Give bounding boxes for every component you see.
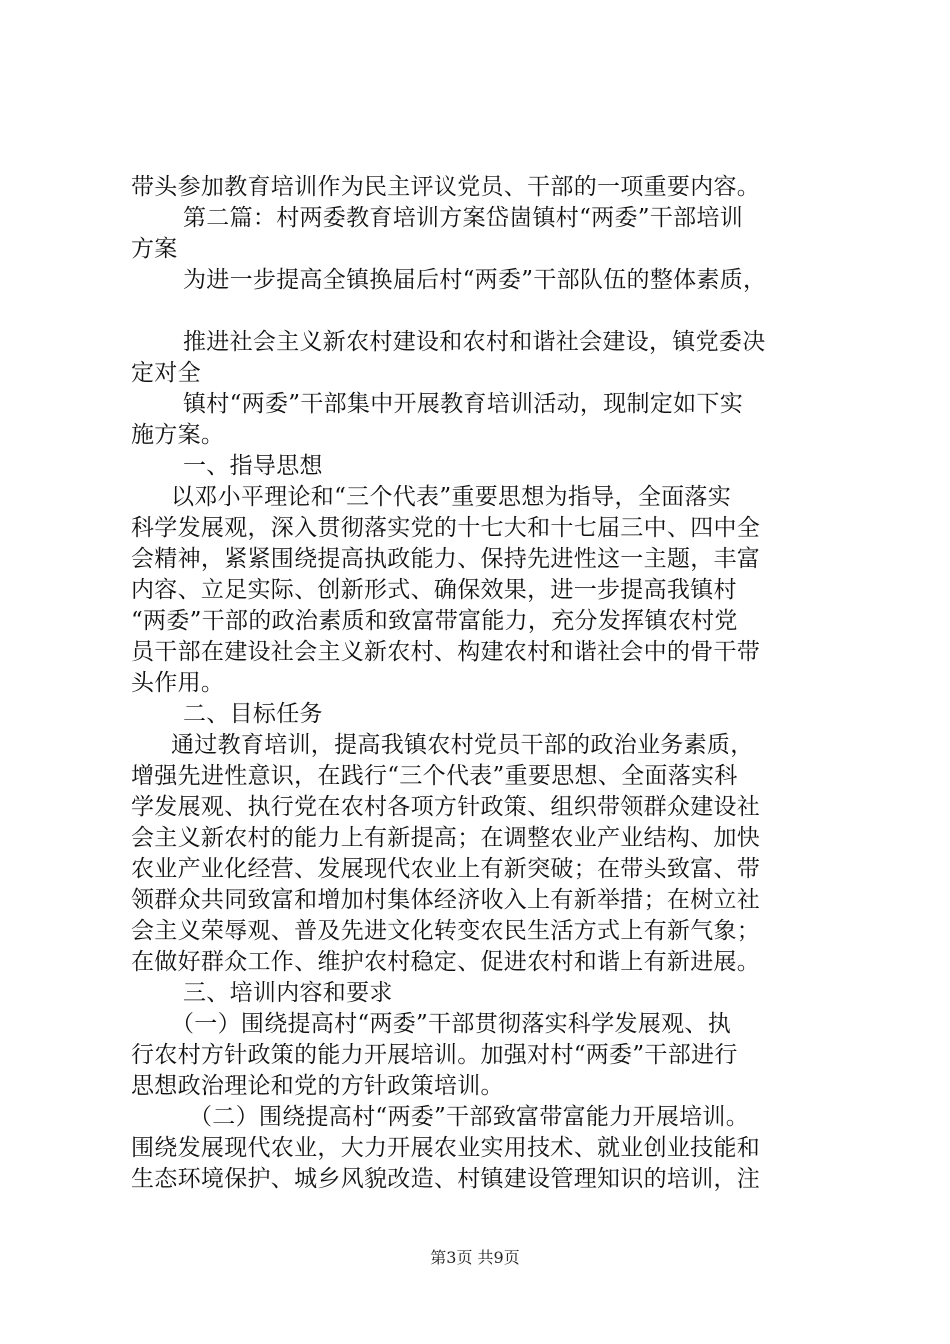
text-line: 方案	[131, 236, 178, 262]
text-line: 为进一步提高全镇换届后村“两委”干部队伍的整体素质，	[183, 267, 767, 293]
text-line: 增强先进性意识，在践行“三个代表”重要思想、全面落实科	[131, 763, 738, 789]
text-line: （一）围绕提高村“两委”干部贯彻落实科学发展观、执	[171, 1011, 732, 1037]
text-line: 员干部在建设社会主义新农村、构建农村和谐社会中的骨干带	[131, 639, 761, 665]
text-line: 农业产业化经营、发展现代农业上有新突破；在带头致富、带	[131, 856, 761, 882]
section-heading: 第二篇：村两委教育培训方案岱崮镇村“两委”干部培训	[183, 205, 744, 231]
text-line: 在做好群众工作、维护农村稳定、促进农村和谐上有新进展。	[131, 949, 761, 975]
text-line: 头作用。	[131, 670, 225, 696]
text-line: 会主义荣辱观、普及先进文化转变农民生活方式上有新气象；	[131, 918, 761, 944]
text-line: 行农村方针政策的能力开展培训。加强对村“两委”干部进行	[131, 1042, 738, 1068]
text-line: 学发展观、执行党在农村各项方针政策、组织带领群众建设社	[131, 794, 761, 820]
text-line: 科学发展观，深入贯彻落实党的十七大和十七届三中、四中全	[131, 515, 761, 541]
text-line: 会主义新农村的能力上有新提高；在调整农业产业结构、加快	[131, 825, 761, 851]
text-line: 会精神，紧紧围绕提高执政能力、保持先进性这一主题，丰富	[131, 546, 761, 572]
text-line: 定对全	[131, 360, 201, 386]
spacer	[131, 296, 831, 327]
page-number: 第3页 共9页	[430, 1248, 520, 1267]
text-line: 内容、立足实际、创新形式、确保效果，进一步提高我镇村	[131, 577, 737, 603]
text-line: （二）围绕提高村“两委”干部致富带富能力开展培训。	[189, 1104, 750, 1130]
text-line: 生态环境保护、城乡风貌改造、村镇建设管理知识的培训，注	[131, 1166, 761, 1192]
text-line: 领群众共同致富和增加村集体经济收入上有新举措；在树立社	[131, 887, 761, 913]
text-line: 施方案。	[131, 422, 225, 448]
section-heading: 一、指导思想	[183, 453, 323, 479]
section-heading: 三、培训内容和要求	[183, 980, 393, 1006]
text-line: 镇村“两委”干部集中开展教育培训活动，现制定如下实	[183, 391, 744, 417]
text-line: 推进社会主义新农村建设和农村和谐社会建设，镇党委决	[183, 329, 766, 355]
text-line: 围绕发展现代农业，大力开展农业实用技术、就业创业技能和	[131, 1135, 761, 1161]
text-line: 通过教育培训，提高我镇农村党员干部的政治业务素质，	[171, 732, 754, 758]
text-line: “两委”干部的政治素质和致富带富能力，充分发挥镇农村党	[131, 608, 738, 634]
text-line: 思想政治理论和党的方针政策培训。	[131, 1073, 504, 1099]
text-line: 以邓小平理论和“三个代表”重要思想为指导，全面落实	[171, 484, 732, 510]
text-line: 带头参加教育培训作为民主评议党员、干部的一项重要内容。	[131, 174, 761, 200]
section-heading: 二、目标任务	[183, 701, 323, 727]
document-body	[131, 172, 831, 1195]
